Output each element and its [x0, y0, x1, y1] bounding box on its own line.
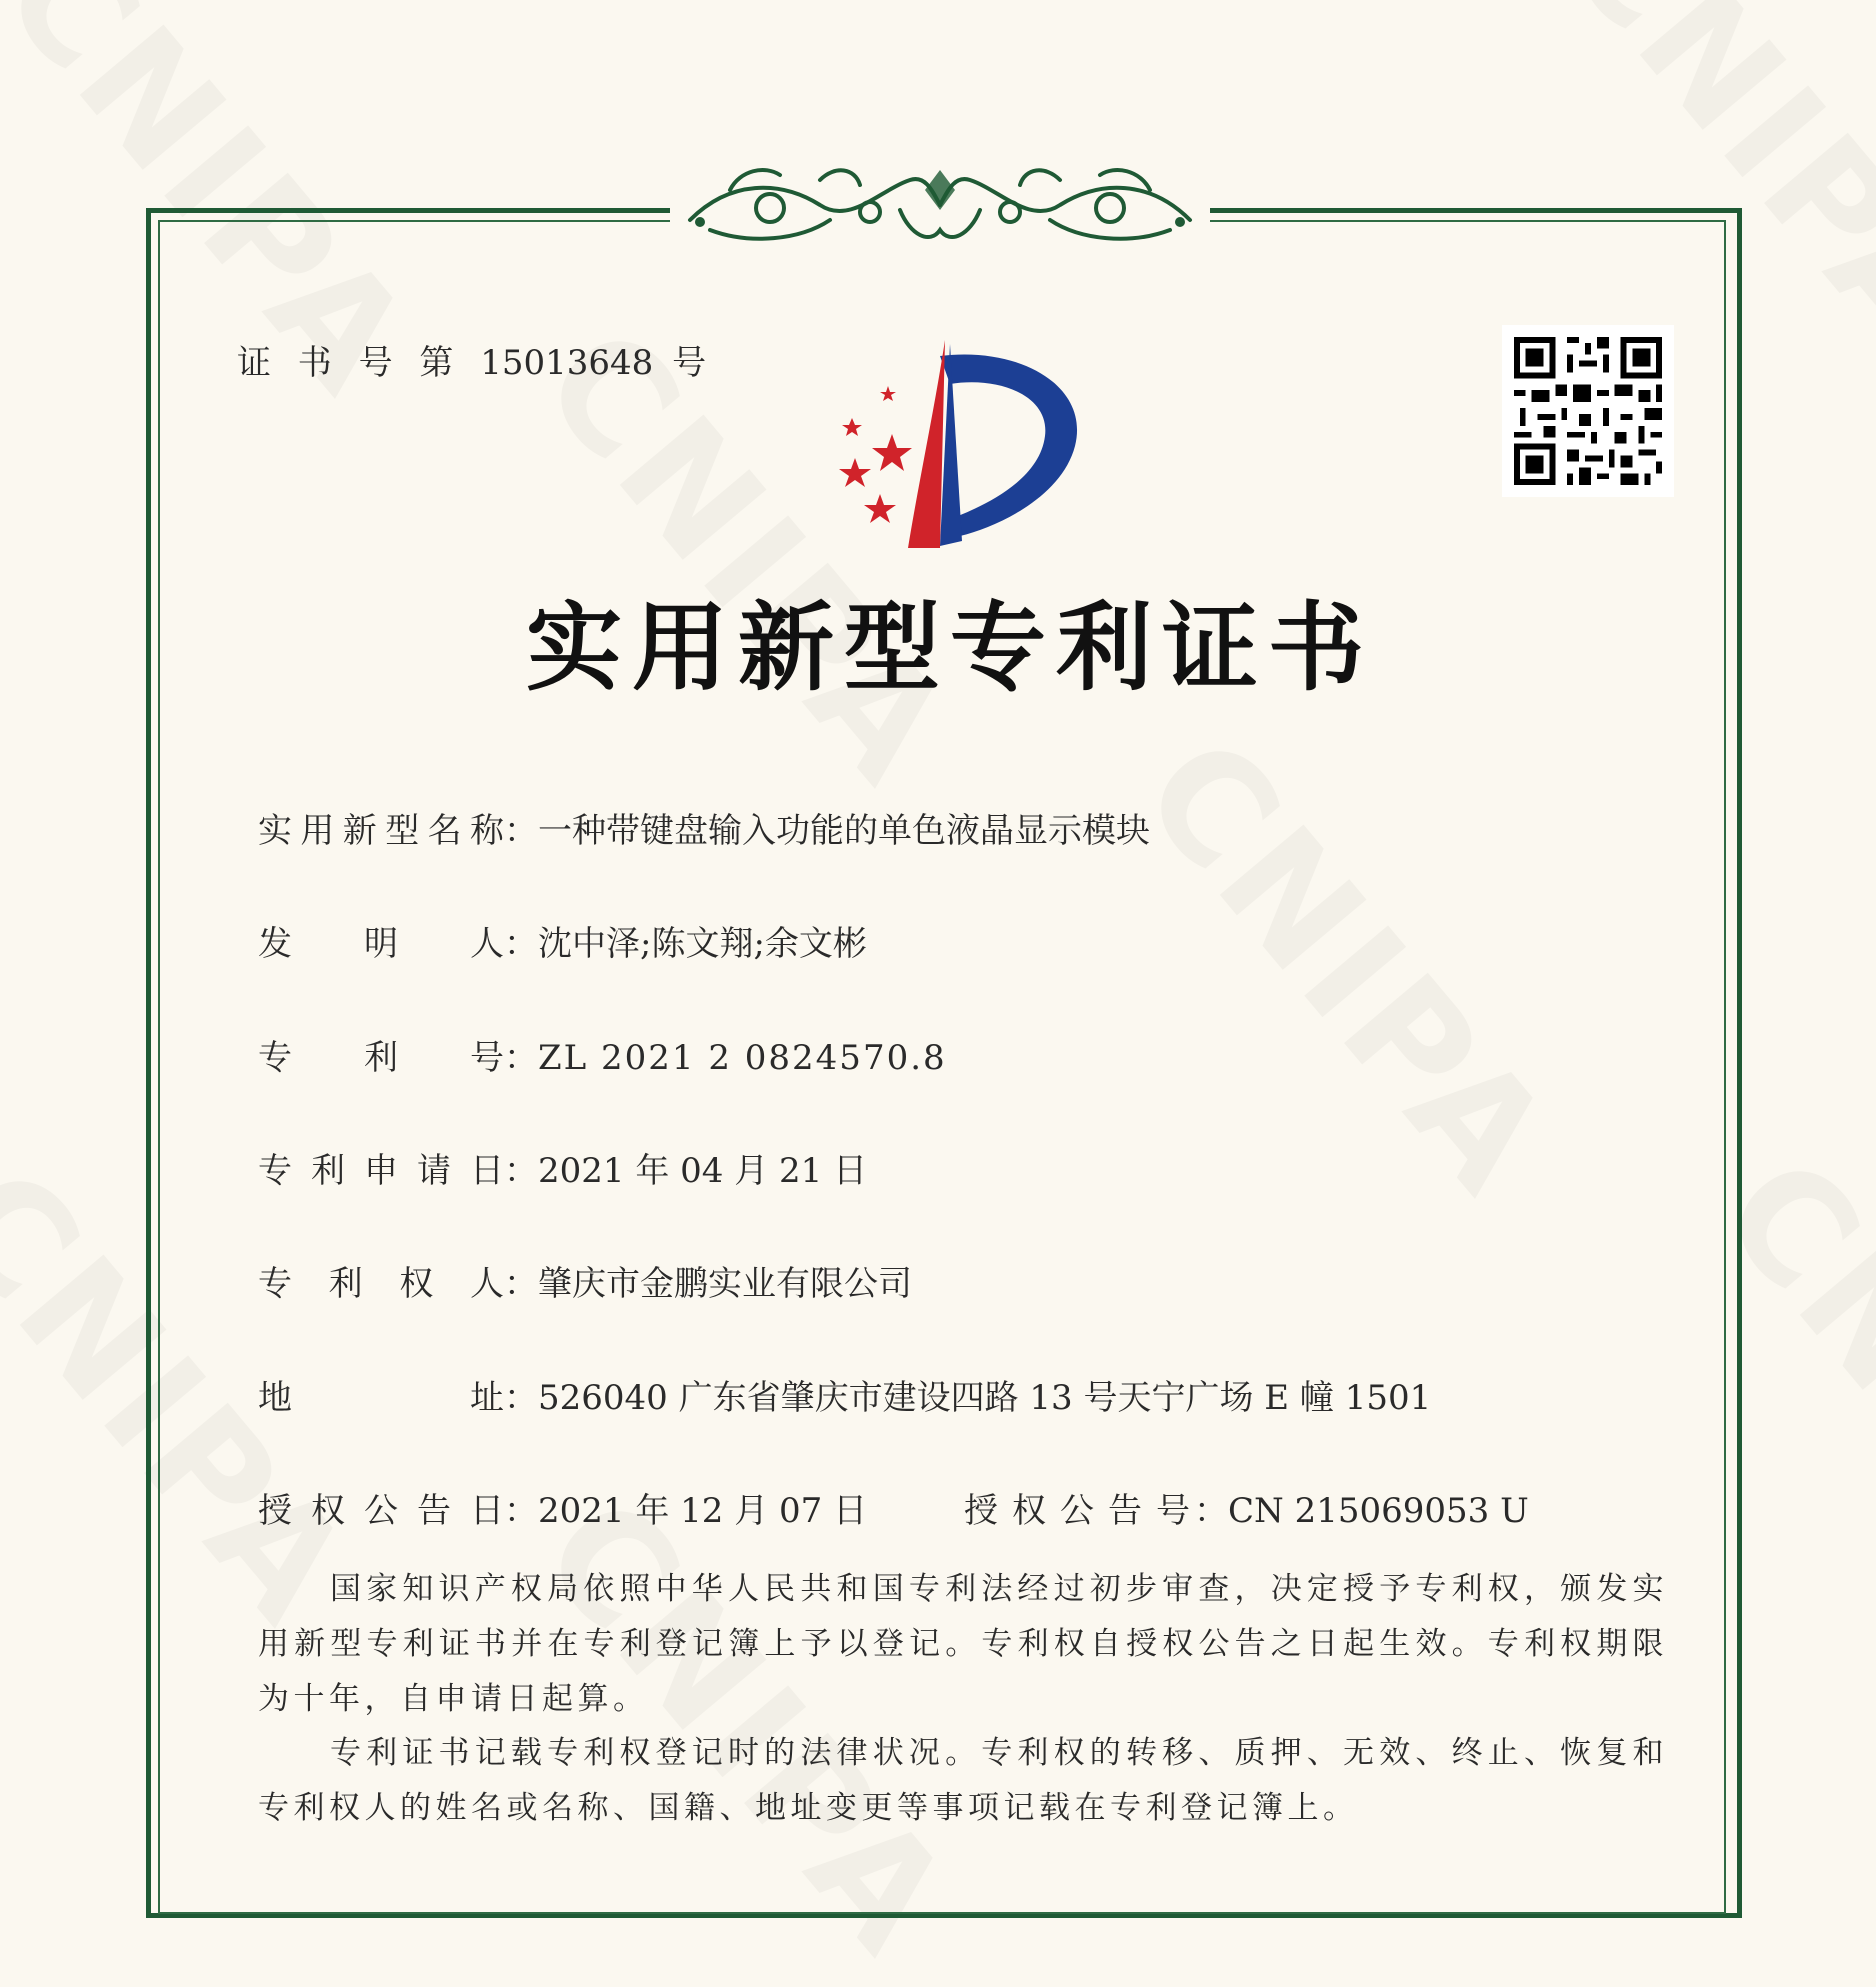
certificate-number-value: 15013648 — [480, 343, 654, 383]
field-announcement-number: 授权公告号：CN 215069053 U — [964, 1483, 1529, 1532]
field-value: 沈中泽;陈文翔;余文彬 — [538, 924, 867, 964]
certificate-number-label: 证 书 号 第 — [237, 343, 462, 383]
field-value: CN 215069053 U — [1228, 1491, 1529, 1531]
statement-paragraph: 专利证书记载专利权登记时的法律状况。专利权的转移、质押、无效、终止、恢复和专利权人的姓名或名称、国籍、地址变更等事项记载在专利登记簿上。 — [258, 1735, 1668, 1826]
field-label: 地址 — [258, 1378, 504, 1418]
field-label: 实用新型名称 — [258, 811, 504, 851]
field-value: 526040 广东省肇庆市建设四路 13 号天宁广场 E 幢 1501 — [538, 1378, 1432, 1418]
field-label: 授权公告号 — [964, 1491, 1194, 1531]
field-patent-number: 专利号：ZL 2021 2 0824570.8 — [258, 1030, 947, 1079]
certificate-title: 实用新型专利证书 — [526, 591, 1374, 704]
field-value: 2021 年 12 月 07 日 — [538, 1491, 868, 1531]
field-value: 2021 年 04 月 21 日 — [538, 1151, 868, 1191]
field-label: 专利权人 — [258, 1264, 504, 1304]
floral-ornament-icon — [670, 150, 1210, 260]
field-value: 一种带键盘输入功能的单色液晶显示模块 — [538, 811, 1150, 851]
certificate-number-suffix: 号 — [672, 343, 715, 383]
field-label: 专利号 — [258, 1038, 504, 1078]
field-label: 专利申请日 — [258, 1151, 504, 1191]
certificate-number — [237, 335, 714, 384]
field-address: 地址：526040 广东省肇庆市建设四路 13 号天宁广场 E 幢 1501 — [258, 1370, 1431, 1419]
field-patentee: 专利权人：肇庆市金鹏实业有限公司 — [258, 1256, 912, 1305]
field-label: 授权公告日 — [258, 1491, 504, 1531]
field-inventors: 发明人：沈中泽;陈文翔;余文彬 — [258, 916, 867, 965]
statement-paragraph: 国家知识产权局依照中华人民共和国专利法经过初步审查，决定授予专利权，颁发实用新型专利证书并在专利登记簿上予以登记。专利权自授权公告之日起生效。专利权期限为十年，自申请日起算。 — [258, 1571, 1668, 1717]
field-value: ZL 2021 2 0824570.8 — [538, 1038, 947, 1078]
cnipa-logo-icon — [800, 336, 1090, 556]
field-application-date: 专利申请日：2021 年 04 月 21 日 — [258, 1143, 867, 1192]
field-value: 肇庆市金鹏实业有限公司 — [538, 1264, 912, 1304]
field-grant-date: 授权公告日：2021 年 12 月 07 日 — [258, 1483, 867, 1532]
field-label: 发明人 — [258, 924, 504, 964]
field-utility-model-name: 实用新型名称：一种带键盘输入功能的单色液晶显示模块 — [258, 803, 1150, 852]
qr-code-icon — [1502, 325, 1674, 497]
